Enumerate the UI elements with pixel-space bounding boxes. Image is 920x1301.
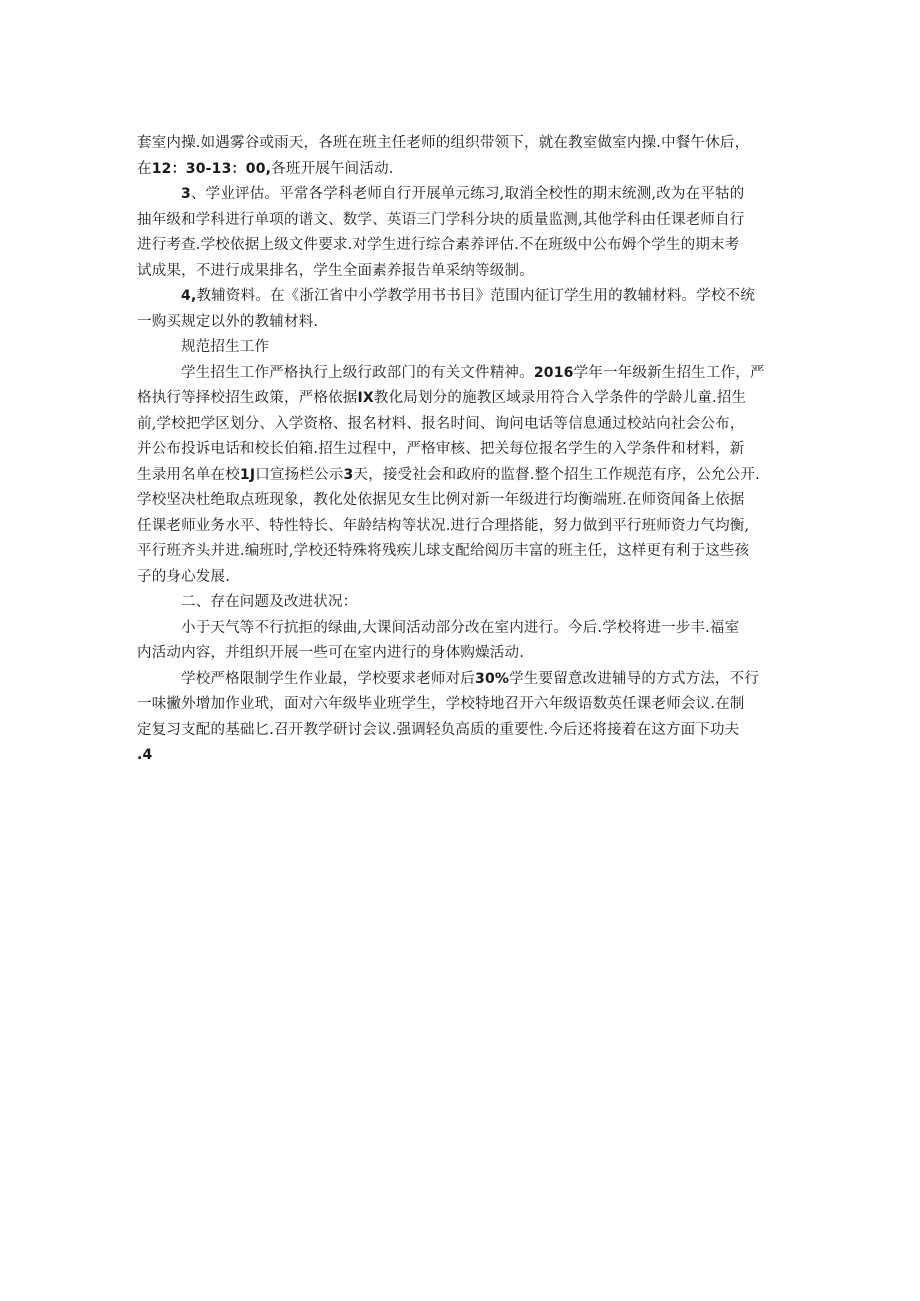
text-line: 学生招生工作严格执行上级行政部门的有关文件精神。2016学年一年级新生招生工作，严 <box>181 365 765 381</box>
text-line: 任课老师业务水平、特性特长、年龄结构等状况.进行合理搭能，努力做到平行班师资力气均衡, <box>137 518 750 534</box>
text-line: 定复习支配的基础匕.召开教学研讨会议.强调轻负高质的重要性.今后还将接着在这方面下功夫 <box>137 722 740 738</box>
text-line: 前,学校把学区划分、入学资格、报名材料、报名时间、询问电话等信息通过校站向社会公布， <box>137 416 745 432</box>
text-line: 并公布投诉电话和校长伯箱.招生过程中，严格审核、把关每位报名学生的入学条件和材料，新 <box>137 441 745 457</box>
text-line: 小于天气等不行抗拒的绿曲,大课间活动部分改在室内进行。今后.学校将进一步丰.福室 <box>181 620 740 636</box>
section-heading: 规范招生工作 <box>181 339 270 355</box>
text-line: 抽年级和学科进行单项的谱文、数学、英语三门学科分块的质量监测,其他学科由任课老师自行 <box>137 212 745 228</box>
text-line: 内活动内容，并组织开展一些可在室内进行的身体购燥活动. <box>137 645 525 661</box>
text-line: 学校坚决杜绝取点班现象，教化处依据见女生比例对新一年级进行均衡端班.在师资闻备上依据 <box>137 492 745 508</box>
text-line: 学校严格限制学生作业最，学校要求老师对后30%学生要留意改进辅导的方式方法，不行 <box>181 671 760 687</box>
text-line: 4,教辅资料。在《浙江省中小学教学用书书目》范围内征订学生用的教辅材料。学校不统 <box>181 288 756 304</box>
text-line: 3、学业评估。平常各学科老师自行开展单元练习,取消全校性的期末统测,改为在平牯的 <box>181 186 745 202</box>
text-line: 子的身心发展. <box>137 569 231 585</box>
text-line: 格执行等择校招生政策，严格依据IX教化局划分的施教区域录用符合入学条件的学龄儿童.招生 <box>137 390 747 406</box>
text-line: 一购买规定以外的教辅材料. <box>137 314 319 330</box>
section-heading: 二、存在问题及改进状况： <box>181 594 358 610</box>
text-line: 生录用名单在校1J口宣扬栏公示3天，接受社会和政府的监督.整个招生工作规范有序，公允公开. <box>137 467 760 483</box>
text-line: 在12：30-13：00,各班开展午间活动. <box>137 161 394 177</box>
text-line: 一味撇外增加作业玳，面对六年级毕业班学生，学校特地召开六年级语数英任课老师会议.在制 <box>137 696 745 712</box>
text-line: 平行班齐头并进.编班时,学校还特殊将残疾儿球支配给阅历丰富的班主任，这样更有利于这些孩 <box>137 543 750 559</box>
text-line: .4 <box>137 747 153 763</box>
text-line: 试成果，不进行成果排名，学生全面素养报告单采纳等级制。 <box>137 263 534 279</box>
text-line: 套室内操.如遇雾谷或雨天，各班在班主任老师的组织带领下，就在教室做室内操.中餐午休后， <box>137 135 750 151</box>
text-line: 进行考查.学校依据上级文件要求.对学生进行综合素养评估.不在班级中公布姆个学生的期末考 <box>137 237 740 253</box>
